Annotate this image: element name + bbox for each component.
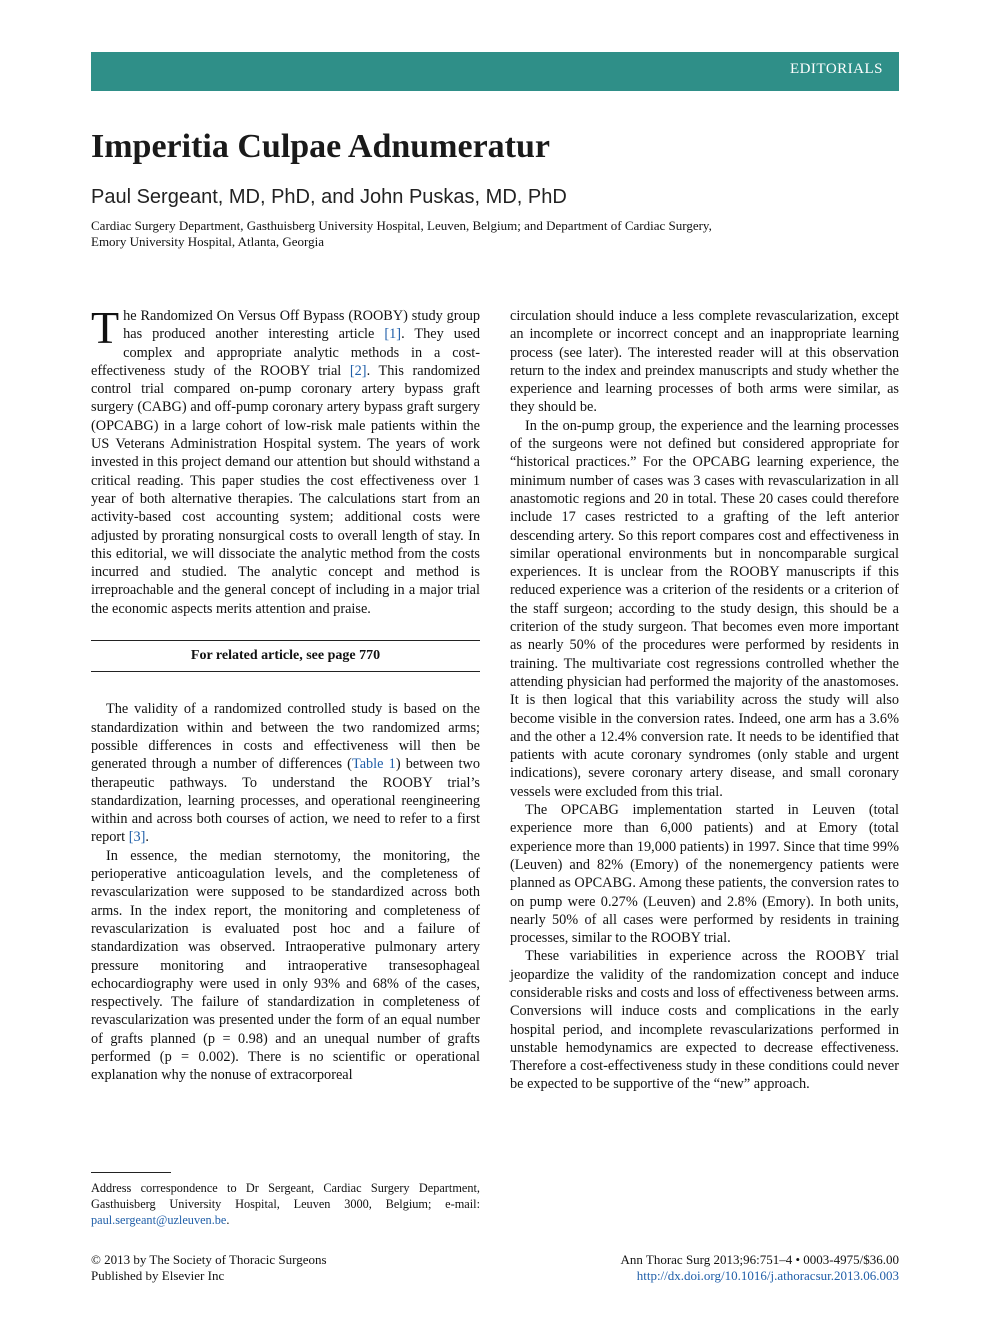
circulation-paragraph: circulation should induce a less complete revascularization, except an incomplete or incorrect concept and an inappropriate learning process (see later). The interested reader will at this observation return to the index and preindex manuscripts and study whether the experience and learning processes of both arms were similar, as they should be. [510,308,899,416]
ref-2-link[interactable]: [2] [349,362,367,379]
section-label: EDITORIALS [789,61,883,77]
citation-line: Ann Thorac Surg 2013;96:751–4 • 0003-4975/$36.00 [620,1252,899,1267]
related-article-box: For related article, see page 770 [91,640,480,672]
section-banner [91,52,899,91]
affiliation-line-2: Emory University Hospital, Atlanta, Georgia [91,234,324,249]
on-pump-paragraph: In the on-pump group, the experience and the learning processes of the surgeons were not defined but considered appropriate for “historical practices.” For the OPCABG learning experience, the minimum number of cases was 3 cases with revascularization in all anastomotic regions and 20 in total. These 20 cases could therefore include 17 cases restricted to a grafting of the left anterior descending artery. So this report compares cost and effectiveness in similar operational environments but in noncomparable surgical experiences. It is unclear from the ROOBY manuscripts if this reduced experience was a criterion of the residents or a criterion of the staff surgeon; according to the study design, this should be a criterion of the study surgeon. That becomes even more important as nearly 50% of the procedures were performed by residents in training. The multivariate cost regressions controlled whether the attending physician had performed the majority of the anastomoses. It is then logical that this variability across the study will also become visible in the conversion rates. Indeed, one arm has a 3.6% and the other a 12.4% conversion rate. It needs to be identified that patients with acute coronary syndromes (only stable and urgent indications), severe coronary artery disease, and small coronary vessels were excluded from this trial. [510,417,899,800]
drop-cap: T [91,302,120,353]
copyright-line: © 2013 by The Society of Thoracic Surgeons [91,1252,327,1267]
intro-paragraph [91,302,480,618]
ref-1-link[interactable]: [1] [384,326,402,343]
footnote-divider [91,1172,171,1173]
intro-text-2: . They used complex and appropriate analytic methods in a cost-effectiveness study of the ROOBY trial [91,326,480,379]
affiliation-line-1: Cardiac Surgery Department, Gasthuisberg University Hospital, Leuven, Belgium; and Department of Cardiac Surgery, [91,218,712,233]
article-title: Imperitia Culpae Adnumeratur [91,128,550,165]
left-column [91,302,480,1085]
author-affiliation [91,218,851,250]
intro-text-3: . This randomized control trial compared on-pump coronary artery bypass graft surgery (CABG) and off-pump coronary artery bypass graft surgery (OPCABG) in a large cohort of low-risk male patients within the US Veterans Administration Hospital system. The years of work invested in this project demand our attention but should withstand a critical reading. This paper studies the cost effectiveness over 1 year of both alternative therapies. The calculations start from an activity-based cost accounting system; additional costs were adjusted by prorating nonsurgical costs to overall length of stay. In this editorial, we will dissociate the analytic method from the costs incurred and studied. The analytic concept and method is irreproachable and the general concept of including in a major trial the economic aspects merits attention and praise. [91,362,480,617]
footer-right [620,1252,899,1283]
validity-text-3: . [145,829,149,846]
validity-paragraph [91,700,480,846]
essence-paragraph: In essence, the median sternotomy, the monitoring, the perioperative anticoagulation levels, and the completeness of revascularization were supposed to be standardized across both arms. In the index report, the monitoring and completeness of revascularization is evaluated post hoc and a failure of standardization was observed. Intraoperative pulmonary artery pressure monitoring and intraoperative transesophageal echocardiography were used in only 93% and 68% of the cases, respectively. The failure of standardization in completeness of revascularization was presented under the form of an equal number of grafts planned (p = 0.98) and an unequal number of grafts performed (p = 0.002). There is no scientific or operational explanation why the nonuse of extracorporeal [91,847,480,1084]
validity-text-1: The validity of a randomized controlled study is based on the standardization within and between the two randomized arms; possible differences in costs and effectiveness will then be generated through a number of differences ( [91,701,480,773]
footnote-text: Address correspondence to Dr Sergeant, Cardiac Surgery Department, Gasthuisberg University Hospital, Leuven 3000, Belgium; e-mail: [91,1181,480,1211]
article-authors: Paul Sergeant, MD, PhD, and John Puskas, MD, PhD [91,186,567,208]
footnote-end: . [226,1213,230,1227]
table-1-link[interactable]: Table 1 [351,756,396,773]
right-column [510,307,899,1094]
doi-link[interactable]: http://dx.doi.org/10.1016/j.athoracsur.2013.06.003 [636,1267,899,1283]
variability-paragraph: These variabilities in experience across the ROOBY trial jeopardize the validity of the randomization concept and induce considerable risks and costs and loss of effectiveness between arms. Conversions will induce costs and complications in the early hospital period, and incomplete revascularizations performed in unstable hemodynamics are expected to decrease effectiveness. Therefore a cost-effectiveness study in these conditions could never be expected to be supportive of the “new” approach. [510,948,899,1093]
email-link[interactable]: paul.sergeant@uzleuven.be [91,1213,227,1227]
implementation-paragraph: The OPCABG implementation started in Leuven (total experience more than 6,000 patients) and at Emory (total experience more than 19,000 patients) in 1997. Since that time 99% (Leuven) and 82% (Emory) of the nonemergency patients were planned as OPCABG. Among these patients, the conversion rates to on pump were 0.27% (Leuven) and 2.8% (Emory). In both units, nearly 50% of all cases were performed by residents in training processes, similar to the ROOBY trial. [510,802,899,947]
correspondence-footnote [91,1180,480,1228]
validity-text-2: ) between two therapeutic pathways. To understand the ROOBY trial’s standardization, learning processes, and operational reengineering within and across both courses of action, we need to refer to a first report [91,756,480,846]
intro-text-1: he Randomized On Versus Off Bypass (ROOBY) study group has produced another interesting article [123,308,480,343]
footer-left [91,1252,327,1283]
publisher-line: Published by Elsevier Inc [91,1267,225,1283]
ref-3-link[interactable]: [3] [128,829,146,846]
